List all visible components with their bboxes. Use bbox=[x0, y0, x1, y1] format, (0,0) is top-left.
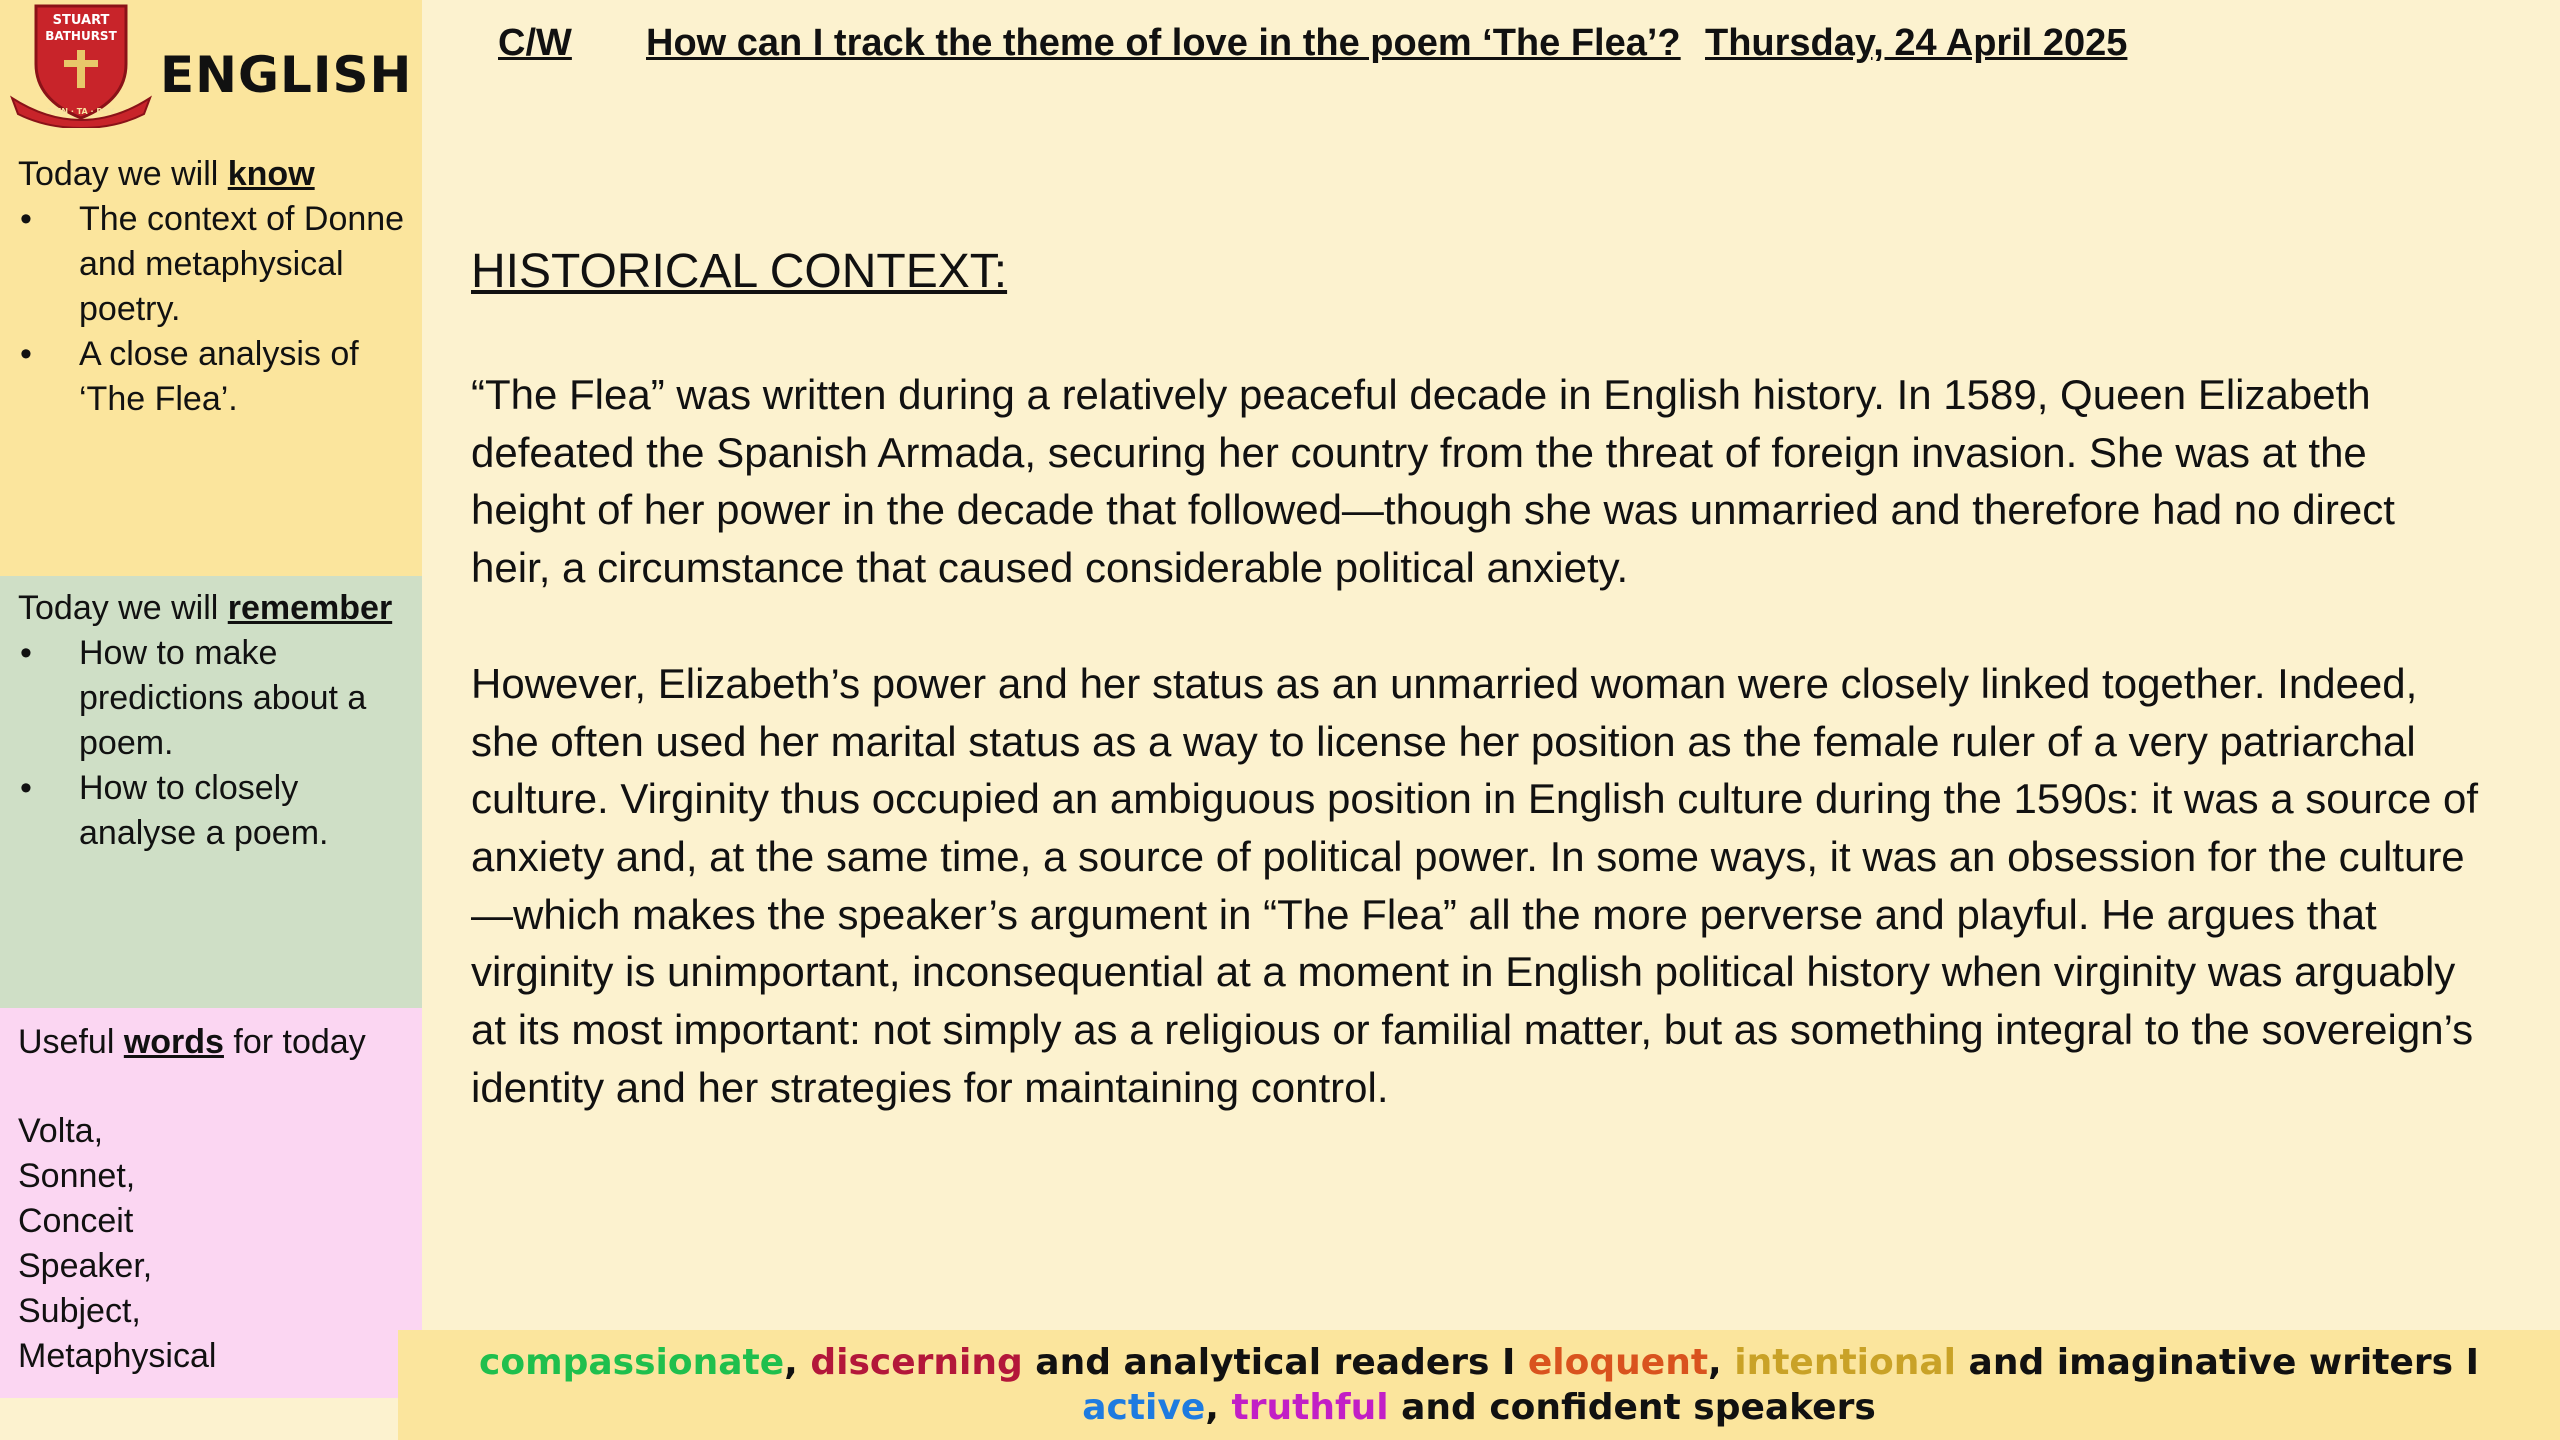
remember-item: • How to make predictions about a poem. bbox=[18, 631, 408, 766]
know-heading-keyword: know bbox=[227, 155, 315, 193]
know-item: • The context of Donne and metaphysical poetry. bbox=[18, 197, 408, 332]
crest-line1: STUART bbox=[52, 13, 110, 28]
crest-motto: TIEN · TA · POY bbox=[47, 107, 115, 116]
keyword-item: Metaphysical bbox=[18, 1337, 217, 1375]
know-section bbox=[18, 152, 408, 422]
slide-header bbox=[0, 22, 2560, 82]
value-intentional: intentional bbox=[1734, 1342, 1957, 1383]
keyword-item: Subject, bbox=[18, 1292, 141, 1330]
keyword-item: Speaker, bbox=[18, 1247, 153, 1285]
value-compassionate: compassionate bbox=[479, 1342, 785, 1383]
footer-line-2 bbox=[398, 1385, 2560, 1430]
know-heading-prefix: Today we will bbox=[18, 155, 228, 193]
keyword-item: Conceit bbox=[18, 1202, 134, 1240]
footer-sep: , bbox=[1708, 1342, 1735, 1383]
know-item: • A close analysis of ‘The Flea’. bbox=[18, 332, 408, 422]
crest-line2: BATHURST bbox=[45, 29, 117, 43]
know-list bbox=[18, 197, 408, 422]
lesson-date: Thursday, 24 April 2025 bbox=[1705, 22, 2128, 64]
subject-title: ENGLISH bbox=[160, 46, 413, 104]
footer-sep: , bbox=[784, 1342, 811, 1383]
value-truthful: truthful bbox=[1231, 1387, 1389, 1428]
classwork-label: C/W bbox=[498, 22, 572, 64]
value-eloquent: eloquent bbox=[1527, 1342, 1709, 1383]
keyword-list bbox=[18, 1109, 408, 1379]
context-paragraph: However, Elizabeth’s power and her status as an unmarried woman were closely linked together. Indeed, she often used her marital status as a way to license her position as the female ruler of a very patriarchal culture. Virginity thus occupied an ambiguous position in English culture during the 1590s: it was a source of anxiety and, at the same time, a source of political power. In some ways, it was an obsession for the culture—which makes the speaker’s argument in “The Flea” all the more perverse and playful. He argues that virginity is unimportant, inconsequential at a moment in English political history when virginity was arguably at its most important: not simply as a religious or familial matter, but as something integral to the sovereign’s identity and her strategies for maintaining control. bbox=[471, 659, 2479, 1111]
values-footer bbox=[398, 1330, 2560, 1440]
know-heading bbox=[18, 152, 408, 197]
main-content bbox=[471, 240, 2481, 1174]
keyword-item: Volta, bbox=[18, 1112, 104, 1150]
footer-readers-text: and analytical readers I bbox=[1022, 1342, 1528, 1383]
footer-line-1 bbox=[398, 1340, 2560, 1385]
remember-heading-keyword: remember bbox=[227, 589, 393, 627]
remember-item: • How to closely analyse a poem. bbox=[18, 766, 408, 856]
lesson-question: How can I track the theme of love in the poem ‘The Flea’? bbox=[646, 22, 1681, 64]
footer-speakers-text: and confident speakers bbox=[1388, 1387, 1876, 1428]
value-active: active bbox=[1082, 1387, 1206, 1428]
context-paragraph: “The Flea” was written during a relatively peaceful decade in English history. In 1589, Queen Elizabeth defeated the Spanish Armada, securing her country from the threat of foreign invasion. She was at the height of her power in the decade that followed—though she was unmarried and therefore had no direct heir, a circumstance that caused considerable political anxiety. bbox=[471, 371, 2395, 592]
sidebar bbox=[0, 0, 422, 1440]
footer-sep: , bbox=[1205, 1387, 1232, 1428]
words-heading-keyword: words bbox=[123, 1023, 224, 1061]
remember-list bbox=[18, 631, 408, 856]
keyword-item: Sonnet, bbox=[18, 1157, 136, 1195]
value-discerning: discerning bbox=[810, 1342, 1023, 1383]
words-section bbox=[18, 1020, 408, 1379]
footer-writers-text: and imaginative writers I bbox=[1956, 1342, 2479, 1383]
section-title: HISTORICAL CONTEXT: bbox=[471, 245, 1008, 298]
remember-section bbox=[18, 586, 408, 856]
words-heading-prefix: Useful bbox=[18, 1023, 124, 1061]
remember-heading bbox=[18, 586, 408, 631]
words-heading bbox=[18, 1020, 408, 1065]
remember-heading-prefix: Today we will bbox=[18, 589, 228, 627]
words-heading-suffix: for today bbox=[223, 1023, 366, 1061]
